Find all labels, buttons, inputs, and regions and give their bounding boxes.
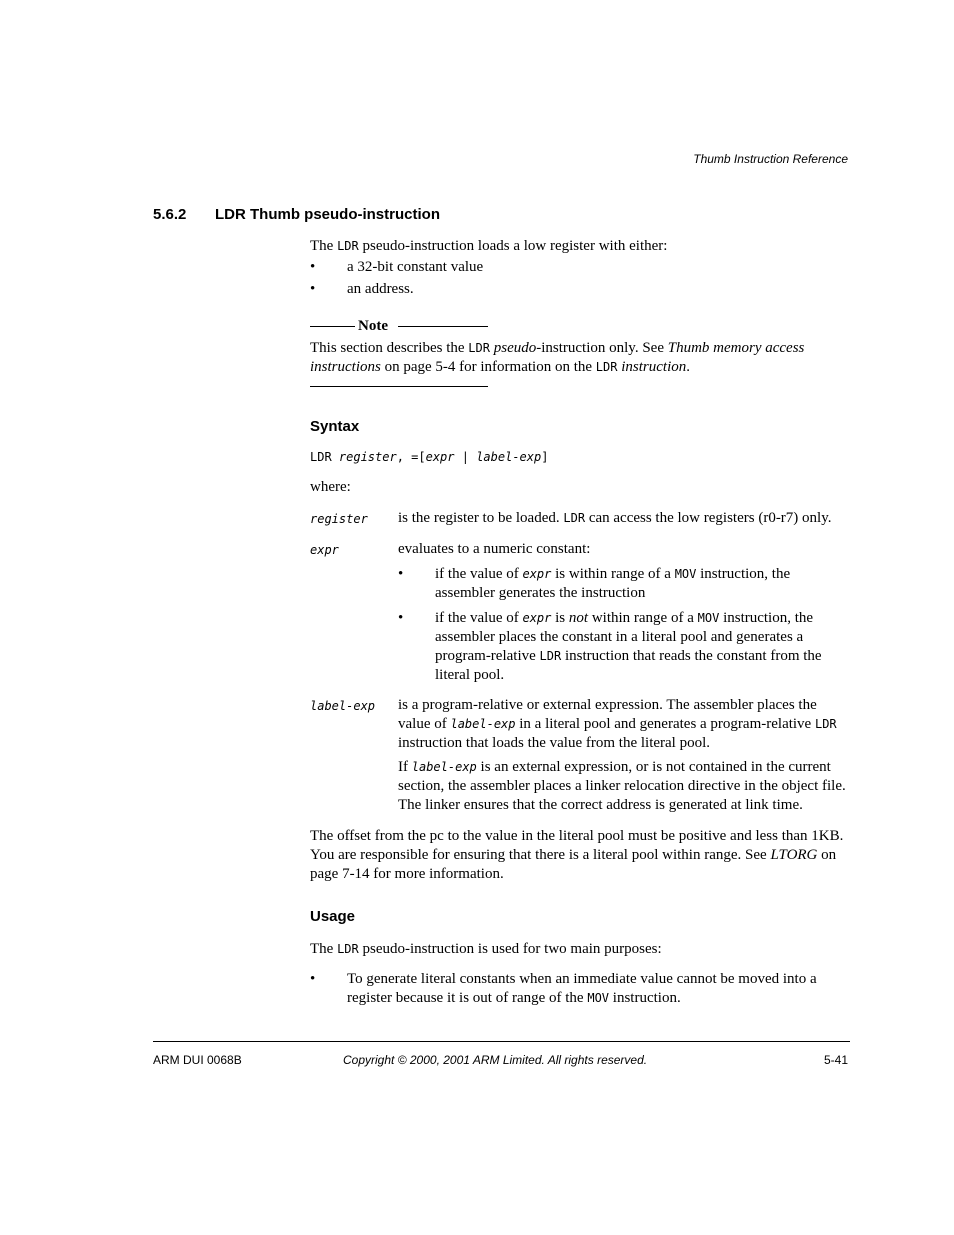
syntax-line: LDR register, =[expr | label-exp]: [310, 450, 549, 464]
bullet-dot: •: [310, 971, 316, 987]
offset-paragraph: The offset from the pc to the value in the literal pool must be positive and less than 1KB. You are responsible for ensuring that there is a literal pool within range. See LTORG on page 7-14 for more information.: [310, 828, 844, 882]
footer-rule: [153, 1041, 850, 1042]
param-desc-label-exp: is a program-relative or external expression. The assembler places the value of label-exp in a literal pool and generates a program-relative LDR instruction that loads the value from the literal pool.: [398, 697, 837, 751]
footer-doc-id: ARM DUI 0068B: [153, 1053, 242, 1067]
bullet-dot: •: [310, 259, 316, 275]
param-desc-expr: evaluates to a numeric constant:: [398, 541, 591, 557]
note-text: This section describes the LDR pseudo-instruction only. See Thumb memory access instructions on page 5-4 for information on the LDR instruction.: [310, 340, 805, 375]
section-number: 5.6.2: [153, 206, 187, 223]
bullet-dot: •: [398, 610, 404, 626]
usage-paragraph: The LDR pseudo-instruction is used for two main purposes:: [310, 941, 662, 957]
param-desc-register: is the register to be loaded. LDR can access the low registers (r0-r7) only.: [398, 510, 832, 526]
param-term-register: register: [310, 512, 368, 526]
section-heading: [153, 206, 440, 223]
note-rule-left: [310, 326, 355, 327]
intro-paragraph: The LDR pseudo-instruction loads a low register with either:: [310, 238, 668, 254]
syntax-heading: Syntax: [310, 418, 360, 435]
param-desc-label-exp-2: If label-exp is an external expression, or is not contained in the current section, the assembler places a linker relocation directive in the object file. The linker ensures that the correct address is generated at link time.: [398, 759, 846, 813]
param-term-expr: expr: [310, 543, 339, 557]
usage-heading: Usage: [310, 908, 356, 925]
bullet-dot: •: [310, 281, 316, 297]
footer-page-number: 5-41: [823, 1053, 848, 1067]
note-rule-bottom: [310, 386, 488, 387]
where-text: where:: [310, 479, 351, 495]
param-term-label-exp: label-exp: [310, 699, 376, 713]
note-rule-right: [398, 326, 488, 327]
note-label: Note: [358, 318, 388, 334]
footer-copyright: Copyright © 2000, 2001 ARM Limited. All rights reserved.: [343, 1053, 648, 1067]
bullet-dot: •: [398, 566, 404, 582]
running-header: Thumb Instruction Reference: [693, 152, 848, 166]
section-title: LDR Thumb pseudo-instruction: [215, 206, 440, 223]
